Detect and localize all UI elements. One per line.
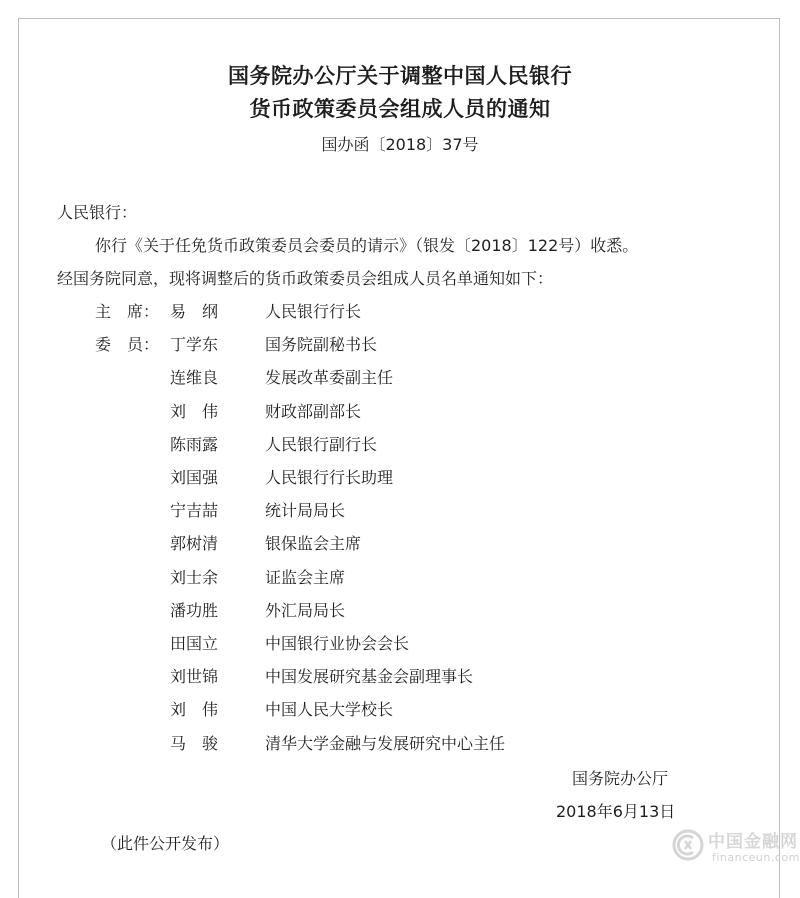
member-name: 刘世锦	[170, 667, 219, 686]
member-name: 潘功胜	[170, 601, 219, 620]
member-name: 连维良	[170, 368, 219, 387]
member-role: 主 席：	[95, 302, 160, 321]
watermark-text: 中国金融网	[708, 832, 798, 852]
member-position: 清华大学金融与发展研究中心主任	[265, 734, 506, 753]
member-position: 发展改革委副主任	[265, 368, 394, 387]
member-position: 统计局局长	[265, 501, 346, 520]
member-position: 中国发展研究基金会副理事长	[265, 667, 474, 686]
member-position: 证监会主席	[265, 568, 346, 587]
finance-logo-icon	[672, 829, 704, 861]
signature-org: 国务院办公厅	[572, 769, 669, 788]
member-position: 外汇局局长	[265, 601, 346, 620]
document-number: 国办函〔2018〕37号	[321, 135, 479, 154]
addressee: 人民银行：	[57, 203, 138, 222]
paragraph-1: 你行《关于任免货币政策委员会委员的请示》（银发〔2018〕122号）收悉。	[95, 236, 639, 255]
member-position: 财政部副部长	[265, 402, 362, 421]
member-name: 刘 伟	[170, 700, 219, 719]
member-name: 丁学东	[170, 335, 219, 354]
paragraph-2: 经国务院同意，现将调整后的货币政策委员会组成人员名单通知如下：	[57, 269, 554, 288]
member-position: 人民银行行长	[265, 302, 362, 321]
member-name: 刘 伟	[170, 402, 219, 421]
member-name: 陈雨露	[170, 435, 219, 454]
document-title-line1: 国务院办公厅关于调整中国人民银行	[228, 64, 572, 88]
public-note: （此件公开发布）	[101, 834, 230, 853]
member-position: 国务院副秘书长	[265, 335, 378, 354]
member-position: 人民银行副行长	[265, 435, 378, 454]
member-position: 银保监会主席	[265, 534, 362, 553]
signature-date: 2018年6月13日	[556, 802, 676, 821]
member-name: 田国立	[170, 634, 219, 653]
member-name: 刘国强	[170, 468, 219, 487]
watermark	[672, 823, 800, 877]
watermark-url: financeun.com	[712, 851, 800, 864]
member-name: 刘士余	[170, 568, 219, 587]
member-role: 委 员：	[95, 335, 160, 354]
member-position: 人民银行行长助理	[265, 468, 394, 487]
member-name: 马 骏	[170, 734, 219, 753]
member-position: 中国人民大学校长	[265, 700, 394, 719]
document-title-line2: 货币政策委员会组成人员的通知	[249, 97, 551, 121]
member-name: 郭树清	[170, 534, 219, 553]
member-position: 中国银行业协会会长	[265, 634, 410, 653]
member-name: 宁吉喆	[170, 501, 219, 520]
member-name: 易 纲	[170, 302, 219, 321]
